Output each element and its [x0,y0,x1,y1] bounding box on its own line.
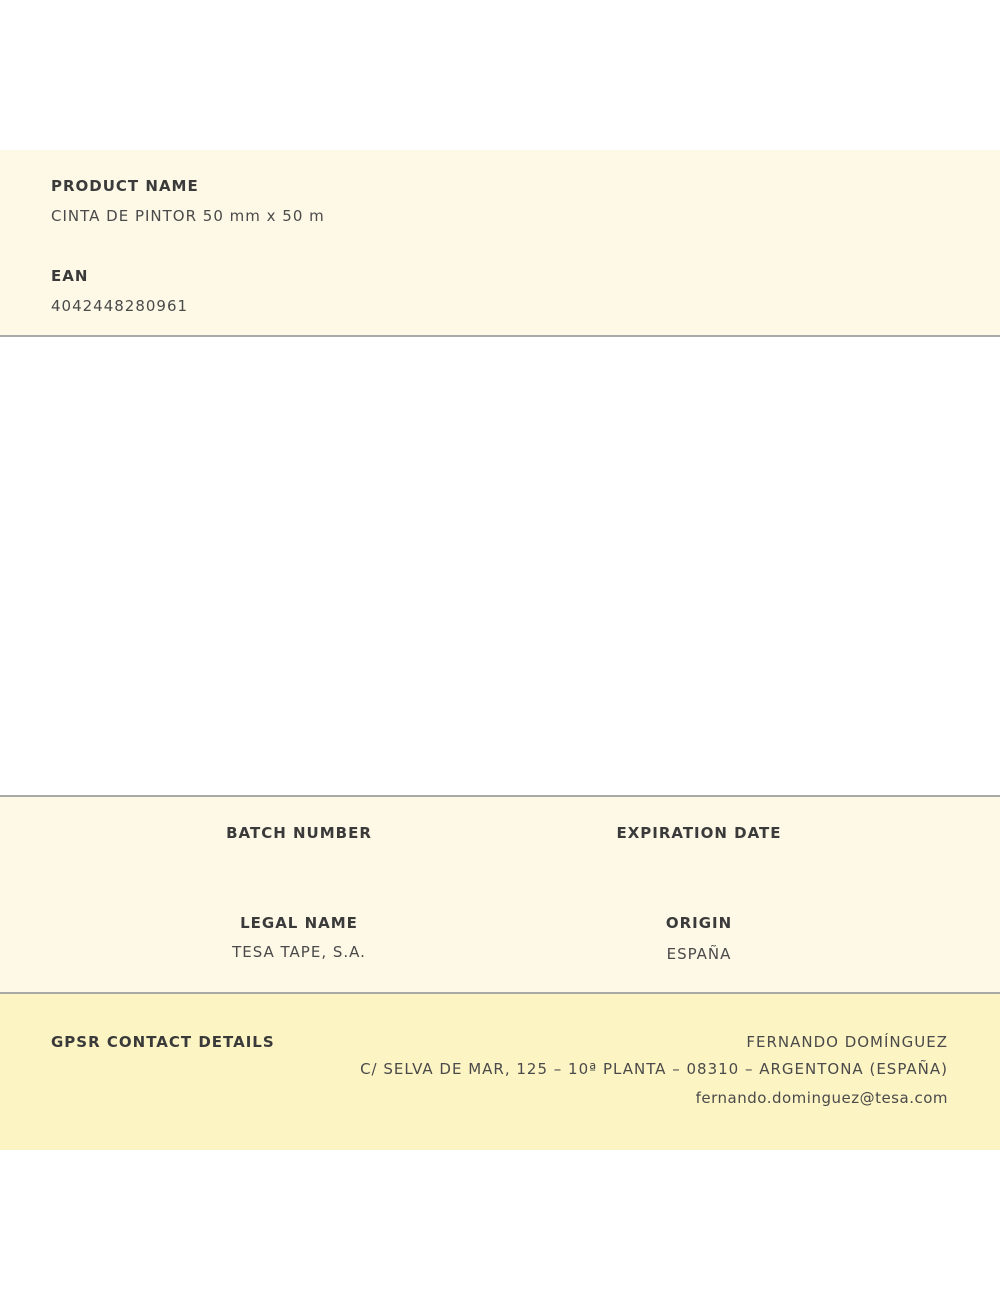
product-name-value: CINTA DE PINTOR 50 mm x 50 m [51,207,325,225]
batch-number-label: BATCH NUMBER [226,824,372,842]
gpsr-contact-label: GPSR CONTACT DETAILS [51,1033,275,1051]
expiration-date-label: EXPIRATION DATE [616,824,782,842]
product-section [0,150,1000,337]
ean-label: EAN [51,267,89,285]
batch-section [0,795,1000,994]
contact-address: C/ SELVA DE MAR, 125 – 10ª PLANTA – 08310 – ARGENTONA (ESPAÑA) [360,1060,948,1078]
legal-name-label: LEGAL NAME [240,914,358,932]
legal-name-value: TESA TAPE, S.A. [232,943,366,961]
ean-value: 4042448280961 [51,297,189,315]
contact-email-link[interactable]: fernando.dominguez@tesa.com [695,1089,948,1107]
contact-name: FERNANDO DOMÍNGUEZ [746,1033,948,1051]
origin-value: ESPAÑA [666,945,732,963]
origin-label: ORIGIN [665,914,733,932]
contact-section [0,994,1000,1150]
product-name-label: PRODUCT NAME [51,177,199,195]
